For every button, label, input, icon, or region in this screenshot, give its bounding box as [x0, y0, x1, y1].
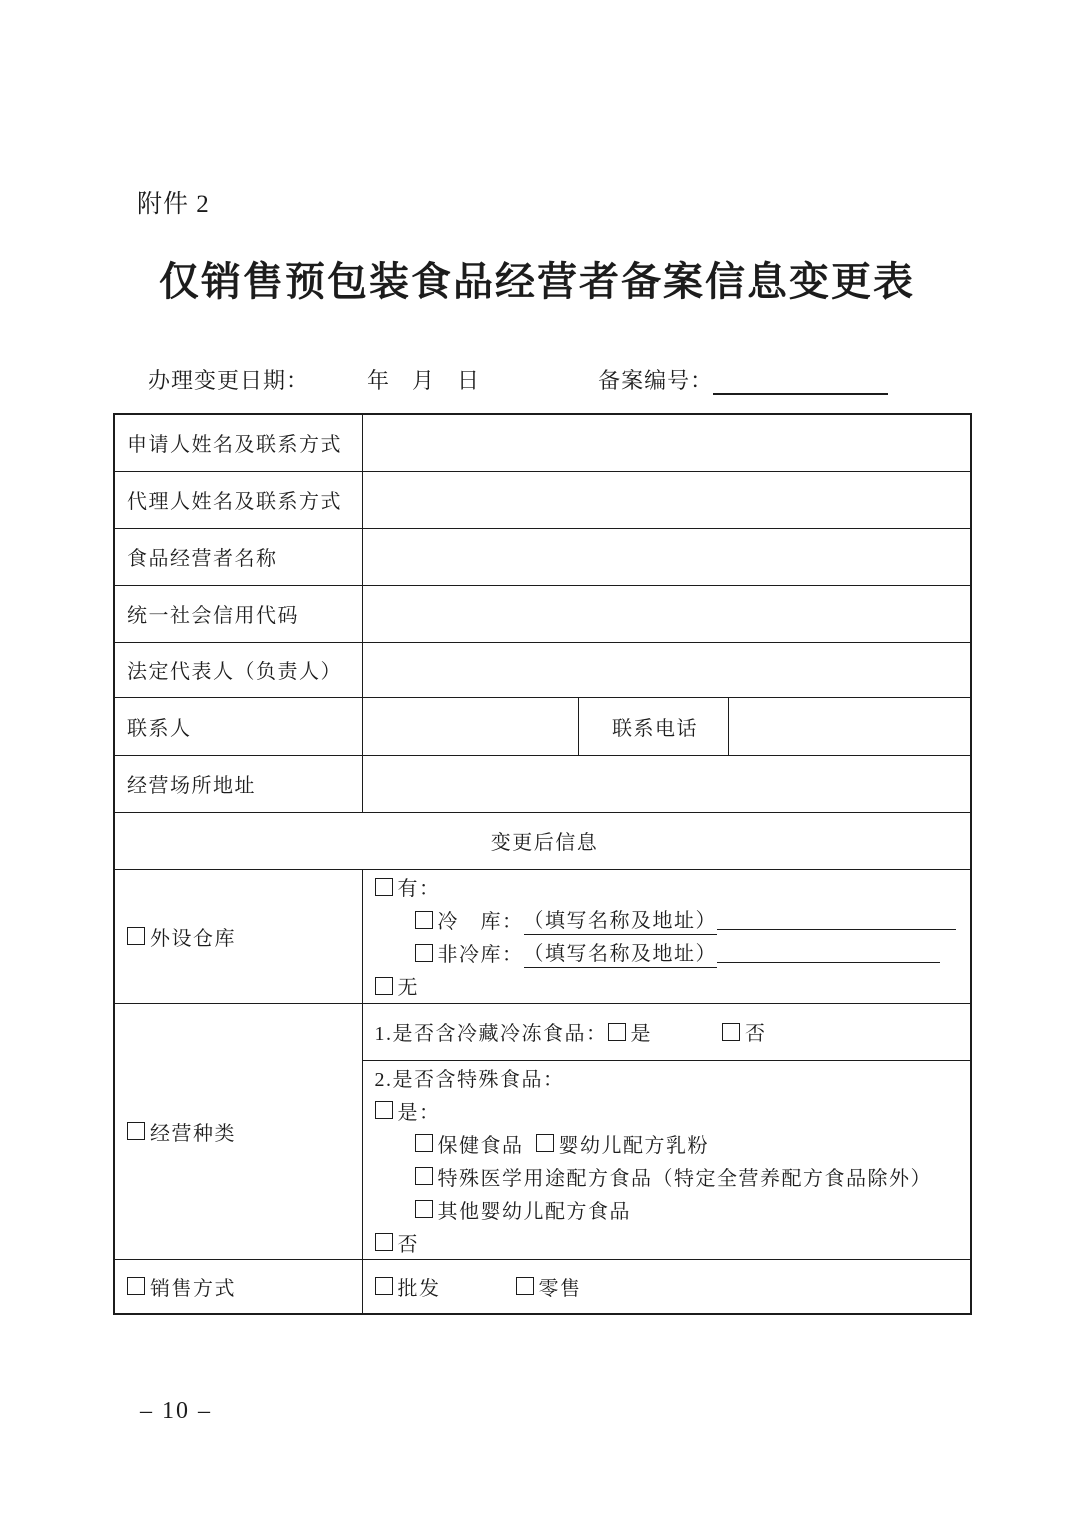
- retail-label: 零售: [538, 1277, 582, 1300]
- contact-phone-label: 联系电话: [578, 697, 728, 755]
- table-row: [114, 471, 971, 528]
- sales-method-label: 销售方式: [150, 1277, 236, 1300]
- credit-code-input-cell[interactable]: [362, 585, 971, 642]
- checkbox-business-type[interactable]: [127, 1122, 145, 1140]
- warehouse-label-cell: [114, 869, 362, 1003]
- wholesale-label: 批发: [397, 1277, 441, 1300]
- table-row: [114, 1259, 971, 1314]
- noncold-warehouse-label: 非冷库：: [437, 944, 524, 966]
- q2-yes-label: 是：: [397, 1101, 441, 1124]
- checkbox-warehouse[interactable]: [127, 927, 145, 945]
- record-number-label: 备案编号：: [598, 368, 714, 393]
- legal-rep-input-cell[interactable]: [362, 642, 971, 697]
- legal-rep-label: 法定代表人（负责人）: [114, 642, 362, 697]
- q1-label: 1.是否含冷藏冷冻食品：: [374, 1023, 608, 1045]
- applicant-label: 申请人姓名及联系方式: [114, 414, 362, 471]
- infant-formula-milk-label: 婴幼儿配方乳粉: [558, 1134, 709, 1157]
- q1-no-label: 否: [745, 1023, 767, 1045]
- table-row: [114, 1003, 971, 1060]
- checkbox-special-medical-food[interactable]: [415, 1167, 433, 1185]
- operator-name-label: 食品经营者名称: [114, 528, 362, 585]
- cold-food-question-cell: [362, 1003, 971, 1060]
- warehouse-have-label: 有：: [397, 878, 441, 900]
- cold-warehouse-label: 冷 库：: [437, 911, 524, 933]
- table-row: [114, 812, 971, 869]
- year-label: 年: [367, 368, 391, 393]
- other-infant-food-label: 其他婴幼儿配方食品: [437, 1200, 631, 1223]
- change-date-label: 办理变更日期：: [148, 368, 310, 393]
- checkbox-infant-formula-milk[interactable]: [536, 1134, 554, 1152]
- q2-no-label: 否: [397, 1233, 419, 1256]
- checkbox-q1-yes[interactable]: [608, 1023, 626, 1041]
- record-number-field[interactable]: [713, 367, 888, 395]
- agent-label: 代理人姓名及联系方式: [114, 471, 362, 528]
- credit-code-label: 统一社会信用代码: [114, 585, 362, 642]
- warehouse-label: 外设仓库: [150, 927, 236, 950]
- cold-warehouse-fill-line[interactable]: [717, 909, 956, 930]
- date-line: [148, 364, 888, 395]
- checkbox-retail[interactable]: [516, 1277, 534, 1295]
- sales-method-options-cell: [362, 1259, 971, 1314]
- checkbox-warehouse-none[interactable]: [375, 977, 393, 995]
- table-row: [114, 528, 971, 585]
- warehouse-none-label: 无: [397, 977, 419, 999]
- table-row: [114, 697, 971, 755]
- table-row: [114, 414, 971, 471]
- table-row: [114, 755, 971, 812]
- month-label: 月: [412, 368, 436, 393]
- contact-phone-input-cell[interactable]: [728, 697, 971, 755]
- checkbox-warehouse-have[interactable]: [375, 878, 393, 896]
- premises-address-label: 经营场所地址: [114, 755, 362, 812]
- checkbox-q2-yes[interactable]: [375, 1101, 393, 1119]
- operator-name-input-cell[interactable]: [362, 528, 971, 585]
- checkbox-sales-method[interactable]: [127, 1277, 145, 1295]
- page-number: – 10 –: [140, 1398, 212, 1424]
- table-row: [114, 642, 971, 697]
- premises-address-input-cell[interactable]: [362, 755, 971, 812]
- section-header-changed-info: 变更后信息: [114, 812, 971, 869]
- contact-person-input-cell[interactable]: [362, 697, 578, 755]
- checkbox-q2-no[interactable]: [375, 1233, 393, 1251]
- table-row: [114, 585, 971, 642]
- special-food-question-cell: [362, 1060, 971, 1259]
- checkbox-health-food[interactable]: [415, 1134, 433, 1152]
- q1-yes-label: 是: [630, 1023, 652, 1045]
- checkbox-q1-no[interactable]: [722, 1023, 740, 1041]
- q2-label: 2.是否含特殊食品：: [374, 1068, 565, 1091]
- checkbox-cold-warehouse[interactable]: [415, 911, 433, 929]
- business-type-label: 经营种类: [150, 1122, 236, 1145]
- agent-input-cell[interactable]: [362, 471, 971, 528]
- special-medical-food-label: 特殊医学用途配方食品（特定全营养配方食品除外）: [437, 1167, 932, 1190]
- checkbox-wholesale[interactable]: [375, 1277, 393, 1295]
- warehouse-options-cell: [362, 869, 971, 1003]
- cold-warehouse-hint: （填写名称及地址）: [524, 904, 718, 935]
- noncold-warehouse-fill-line[interactable]: [717, 942, 940, 963]
- form-title: 仅销售预包装食品经营者备案信息变更表: [159, 259, 915, 304]
- checkbox-noncold-warehouse[interactable]: [415, 944, 433, 962]
- change-form-table: [113, 413, 972, 1315]
- business-type-label-cell: [114, 1003, 362, 1259]
- attachment-label: 附件 2: [137, 191, 210, 218]
- noncold-warehouse-hint: （填写名称及地址）: [524, 937, 718, 968]
- sales-method-label-cell: [114, 1259, 362, 1314]
- day-label: 日: [457, 368, 481, 393]
- table-row: [114, 869, 971, 1003]
- checkbox-other-infant-food[interactable]: [415, 1200, 433, 1218]
- applicant-input-cell[interactable]: [362, 414, 971, 471]
- health-food-label: 保健食品: [437, 1134, 524, 1157]
- contact-person-label: 联系人: [114, 697, 362, 755]
